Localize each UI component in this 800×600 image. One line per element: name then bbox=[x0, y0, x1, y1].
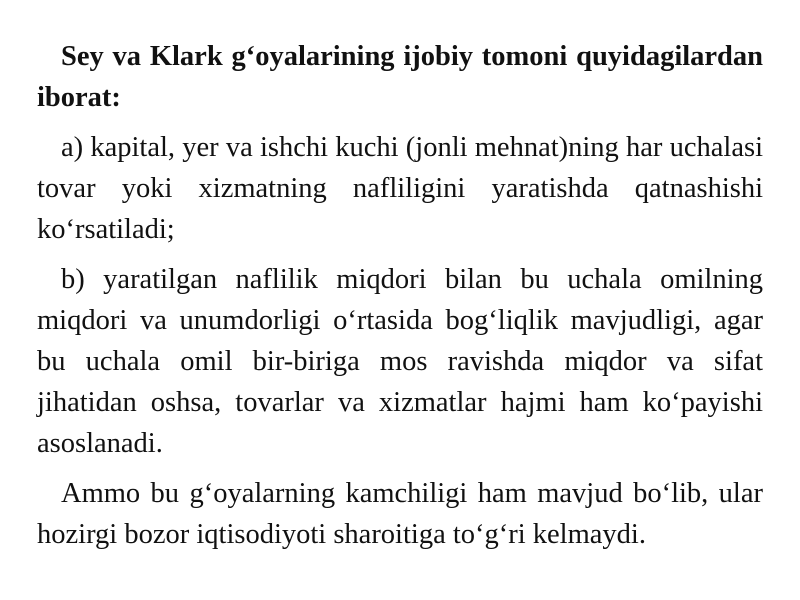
heading-paragraph: Sey va Klark g‘oyalarining ijobiy tomoni quyidagilardan iborat: bbox=[37, 41, 763, 113]
paragraph-a: a) kapital, yer va ishchi kuchi (jonli mehnat)ning har uchalasi tovar yoki xizmatning nafliligini yaratishda qatnashishi ko‘rsatiladi; bbox=[37, 132, 763, 245]
document-body bbox=[37, 36, 763, 555]
paragraph-conclusion: Ammo bu g‘oyalarning kamchiligi ham mavjud bo‘lib, ular hozirgi bozor iqtisodiyoti sharoitiga to‘g‘ri kelmaydi. bbox=[37, 478, 763, 550]
paragraph-b: b) yaratilgan naflilik miqdori bilan bu uchala omilning miqdori va unumdorligi o‘rtasida bog‘liqlik mavjudligi, agar bu uchala omil bir-biriga mos ravishda miqdor va sifat jihatidan oshsa, tovarlar va xizmatlar hajmi ham ko‘payishi asoslanadi. bbox=[37, 264, 763, 459]
